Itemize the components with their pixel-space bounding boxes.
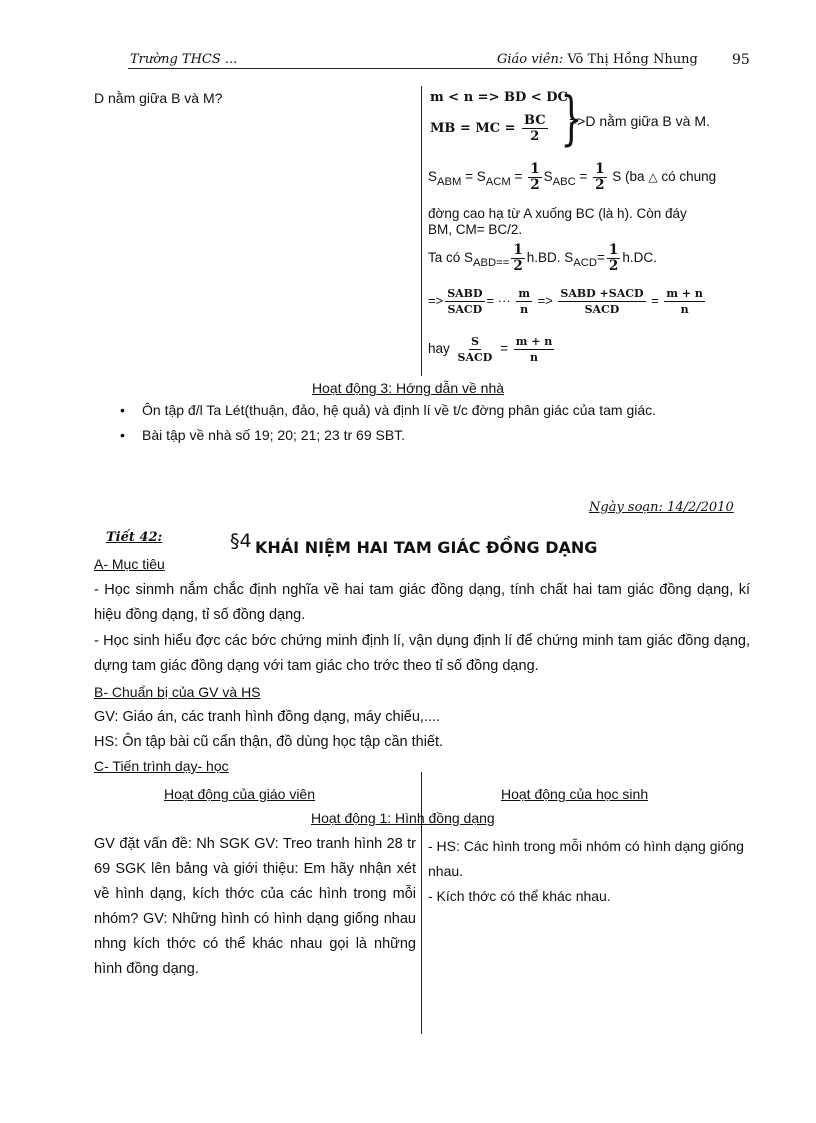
ratio-frac-1	[445, 286, 484, 317]
fraction-bc-2	[522, 113, 548, 144]
r4-num: m + n	[666, 287, 703, 300]
ratio-line	[428, 286, 707, 317]
teacher-label: Giáo viên:	[497, 52, 564, 67]
frac-num: BC	[524, 113, 546, 128]
r1-den: SACD	[447, 303, 483, 316]
r3-eq: =	[647, 292, 663, 308]
hay-frac-1	[456, 334, 495, 365]
sub-abc: ABC	[552, 175, 576, 188]
ratio-frac-2	[516, 286, 532, 317]
half-den: 2	[530, 177, 540, 193]
h1-den: SACD	[457, 351, 493, 364]
bullet-text-1: Ôn tập đ/l Ta Lét(thuận, đảo, hệ quả) và định lí về t/c đờng phân giác của tam giác.	[142, 402, 657, 418]
col-student-header: Hoạt động của học sinh	[501, 786, 649, 802]
header-teacher	[497, 52, 698, 67]
col-teacher-header: Hoạt động của giáo viên	[164, 786, 315, 802]
half-num-2: 1	[595, 161, 605, 177]
column-divider	[421, 86, 422, 376]
activity1-title: Hoạt động 1: Hình đồng dạng	[311, 810, 495, 826]
eq3: =	[597, 250, 605, 266]
proof-line-mbmc	[430, 113, 550, 144]
fraction-half-4	[607, 243, 620, 274]
frac-den: 2	[530, 129, 540, 144]
ratio-frac-4	[664, 286, 705, 317]
sub-acm: ACM	[485, 175, 511, 188]
h1-num: S	[470, 335, 479, 348]
ratio-arrow: =>	[428, 292, 444, 308]
taco-line	[428, 243, 657, 274]
hs-prep: HS: Ôn tập bài cũ cẩn thận, đồ dùng học tập cần thiết.	[94, 734, 444, 750]
ratio-frac-3	[558, 286, 645, 317]
eq1: = S	[461, 169, 486, 185]
half-den-4: 2	[608, 258, 619, 274]
eq2: =	[510, 169, 527, 185]
hay-frac-2	[514, 334, 555, 365]
half-num: 1	[530, 161, 540, 177]
half-den-3: 2	[513, 258, 523, 274]
hbd: h.BD. S	[526, 250, 574, 266]
bullet-icon: •	[120, 427, 125, 443]
h-eq: =	[496, 341, 512, 357]
teacher-name: Võ Thị Hồng Nhung	[567, 52, 698, 67]
r4-den: n	[680, 303, 689, 316]
gv-prep: GV: Giáo án, các tranh hình đồng dạng, máy chiếu,....	[94, 709, 441, 725]
section-b-title: B- Chuẩn bị của GV và HS	[94, 684, 261, 700]
bullet-icon: •	[120, 402, 125, 418]
hay: hay	[428, 341, 450, 357]
proof-line-mn: m < n => BD < DC	[430, 90, 568, 105]
half-num-3: 1	[513, 242, 523, 258]
fraction-half-2	[593, 162, 606, 193]
bullet-item-2	[120, 427, 405, 443]
teacher-activity-text: GV đặt vấn đề: Nh SGK GV: Treo tranh hình 28 tr 69 SGK lên bảng và giới thiệu: Em hãy nhận xét về hình dạng, kích thớc của các hình trong mỗi nhóm? GV: Những hình có hình dạng giống nhau nhng kích thớc có thể khác nhau gọi là những hình đồng dạng.	[94, 836, 416, 977]
taco: Ta có S	[428, 250, 474, 266]
proof-question: D nằm giữa B và M?	[94, 90, 223, 106]
brace-symbol: }	[560, 84, 583, 152]
r2-den: n	[520, 303, 529, 316]
bullet-item-1	[120, 402, 656, 418]
lesson-title: KHÁI NIỆM HAI TAM GIÁC ĐỒNG DẠNG	[255, 538, 598, 557]
sub-abd: ABD==	[473, 256, 510, 269]
fraction-half-3	[511, 243, 524, 274]
lesson-date: Ngày soạn: 14/2/2010	[589, 500, 734, 515]
fraction-half-1	[528, 162, 541, 193]
page-number: 95	[732, 52, 750, 68]
r1-num: SABD	[447, 287, 483, 300]
student-activity-2: - Kích thớc có thể khác nhau.	[428, 888, 611, 904]
lesson-number: Tiết 42:	[106, 530, 163, 545]
r3-num: SABD +SACD	[560, 287, 644, 300]
section-c-title: C- Tiến trình dạy- học	[94, 758, 229, 774]
sub-acd: ACD	[573, 256, 598, 269]
mbmc-text: MB = MC =	[430, 121, 516, 136]
header-school: Trường THCS ...	[130, 52, 238, 67]
base-line: BM, CM= BC/2.	[428, 222, 523, 237]
triangle-icon: △	[648, 170, 658, 185]
section-a-title: A- Mục tiêu	[94, 556, 165, 572]
sub-abm: ABM	[437, 175, 462, 188]
section-symbol: §4	[230, 530, 252, 552]
h2-den: n	[529, 351, 538, 364]
r1-eq: = ···	[486, 292, 515, 308]
r2-arrow: =>	[533, 292, 557, 308]
hay-line	[428, 334, 556, 365]
objective-2: - Học sinh hiểu đợc các bớc chứng minh định lí, vận dụng định lí để chứng minh tam giác đồng dạng, dựng tam giác đồng dạng với tam giác cho trớc theo tỉ số đồng dạng.	[94, 633, 750, 674]
r3-den: SACD	[584, 303, 620, 316]
student-activity-1: - HS: Các hình trong mỗi nhóm có hình dạng giống nhau.	[428, 838, 744, 879]
objective-1: - Học sinmh nắm chắc định nghĩa về hai tam giác đồng dạng, tính chất hai tam giác đồng dạng, kí hiệu đồng dạng, tỉ số đồng dạng.	[94, 582, 750, 623]
height-line: đờng cao hạ từ A xuống BC (là h). Còn đáy	[428, 206, 687, 221]
half-num-4: 1	[608, 242, 619, 258]
area-line: $S_{ABM} = S_{ACM}$ = $\frac{1}{2}$ $S_{ABC}$ = $\frac{1}{2}$ S (ba △ có chung	[428, 161, 717, 193]
half-den-2: 2	[595, 177, 605, 193]
header-divider	[128, 68, 683, 69]
brace-result: =>D nằm giữa B và M.	[569, 113, 710, 129]
activity3-title: Hoạt động 3: Hớng dẫn về nhà	[311, 380, 505, 396]
s-abm: S	[428, 169, 438, 185]
hdc: h.DC.	[622, 250, 657, 266]
common-text: có chung	[657, 169, 717, 185]
r2-num: m	[518, 287, 530, 300]
bullet-text-2: Bài tập về nhà số 19; 20; 21; 23 tr 69 SBT.	[142, 427, 406, 443]
h2-num: m + n	[515, 335, 553, 348]
s-text: S (ba	[608, 169, 649, 185]
